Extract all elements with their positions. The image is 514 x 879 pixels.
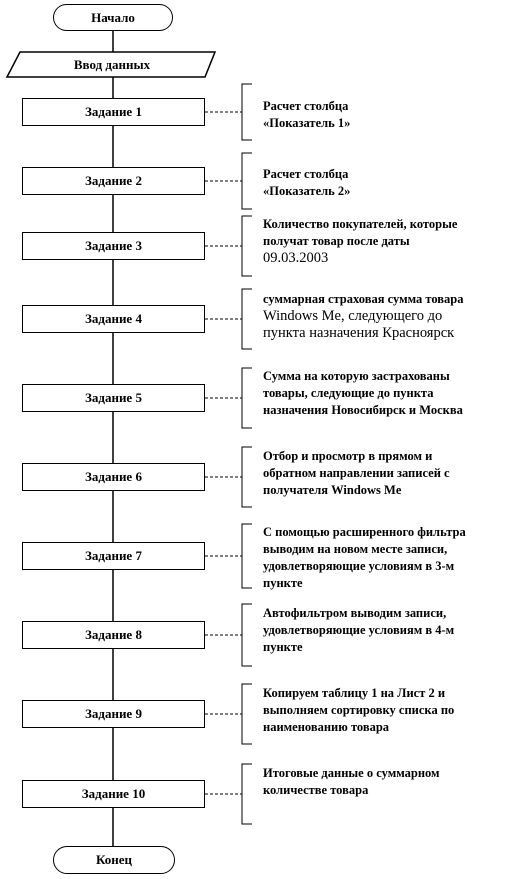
task-label: Задание 2 xyxy=(85,173,142,188)
note-line: суммарная страховая сумма товара xyxy=(263,292,464,306)
note-line: получателя Windows Me xyxy=(263,483,402,497)
note-line: С помощью расширенного фильтра xyxy=(263,525,466,539)
comment-bracket xyxy=(242,604,252,666)
start-label: Начало xyxy=(91,9,135,25)
note-line: Итоговые данные о суммарном xyxy=(263,766,440,780)
task-label: Задание 8 xyxy=(85,627,142,642)
note-line: Отбор и просмотр в прямом и xyxy=(263,449,433,463)
task-box-3 xyxy=(22,232,205,260)
note-line: пункта назначения Красноярск xyxy=(263,325,455,341)
task-box-6 xyxy=(22,463,205,491)
task-note-4 xyxy=(263,291,464,342)
note-line: получат товар после даты xyxy=(263,234,410,248)
note-line: обратном направлении записей с xyxy=(263,466,450,480)
input-block xyxy=(14,52,210,77)
task-label: Задание 1 xyxy=(85,104,142,119)
task-label: Задание 4 xyxy=(85,311,142,326)
task-box-1 xyxy=(22,98,205,126)
comment-bracket xyxy=(242,684,252,744)
comment-bracket xyxy=(242,524,252,588)
comment-bracket xyxy=(242,289,252,349)
task-note-2 xyxy=(263,166,350,200)
task-box-2 xyxy=(22,167,205,195)
task-box-5 xyxy=(22,384,205,412)
note-line: количестве товара xyxy=(263,783,369,797)
note-line: Сумма на которую застрахованы xyxy=(263,369,450,383)
task-box-10 xyxy=(22,780,205,808)
note-line: удовлетворяющие условиям в 3-м xyxy=(263,559,455,573)
task-note-7 xyxy=(263,524,466,592)
note-line: Количество покупателей, которые xyxy=(263,217,458,231)
task-box-4 xyxy=(22,305,205,333)
task-label: Задание 10 xyxy=(81,786,146,801)
task-note-6 xyxy=(263,448,450,499)
task-label: Задание 9 xyxy=(85,706,142,721)
start-terminal xyxy=(53,4,173,31)
task-label: Задание 6 xyxy=(85,469,142,484)
comment-bracket xyxy=(242,153,252,209)
task-box-9 xyxy=(22,700,205,728)
comment-bracket xyxy=(242,447,252,507)
task-note-10 xyxy=(263,765,440,799)
note-line: назначения Новосибирск и Москва xyxy=(263,403,463,417)
comment-bracket xyxy=(242,764,252,824)
note-line: Автофильтром выводим записи, xyxy=(263,606,447,620)
note-line: выполняем сортировку списка по xyxy=(263,703,455,717)
note-line: наименованию товара xyxy=(263,720,390,734)
task-note-9 xyxy=(263,685,454,736)
comment-bracket xyxy=(242,84,252,140)
note-line: Windows Me, следующего до xyxy=(263,308,443,324)
end-terminal xyxy=(53,846,175,874)
comment-bracket xyxy=(242,368,252,428)
comment-bracket xyxy=(242,216,252,276)
task-note-3 xyxy=(263,216,457,267)
note-line: выводим на новом месте записи, xyxy=(263,542,448,556)
task-box-8 xyxy=(22,621,205,649)
note-line: «Показатель 2» xyxy=(263,184,351,198)
task-note-1 xyxy=(263,98,350,132)
note-line: «Показатель 1» xyxy=(263,116,351,130)
task-box-7 xyxy=(22,542,205,570)
note-line: товары, следующие до пункта xyxy=(263,386,434,400)
input-label: Ввод данных xyxy=(73,56,151,72)
note-line: пункте xyxy=(263,640,303,654)
task-label: Задание 5 xyxy=(85,390,142,405)
note-line: пункте xyxy=(263,576,303,590)
task-label: Задание 3 xyxy=(85,238,142,253)
note-line: удовлетворяющие условиям в 4-м xyxy=(263,623,455,637)
task-label: Задание 7 xyxy=(85,548,142,563)
task-note-5 xyxy=(263,368,463,419)
note-line: 09.03.2003 xyxy=(263,250,329,266)
note-line: Расчет столбца xyxy=(263,167,349,181)
end-label: Конец xyxy=(95,852,133,867)
note-line: Расчет столбца xyxy=(263,99,349,113)
task-note-8 xyxy=(263,605,454,656)
note-line: Копируем таблицу 1 на Лист 2 и xyxy=(263,686,446,700)
